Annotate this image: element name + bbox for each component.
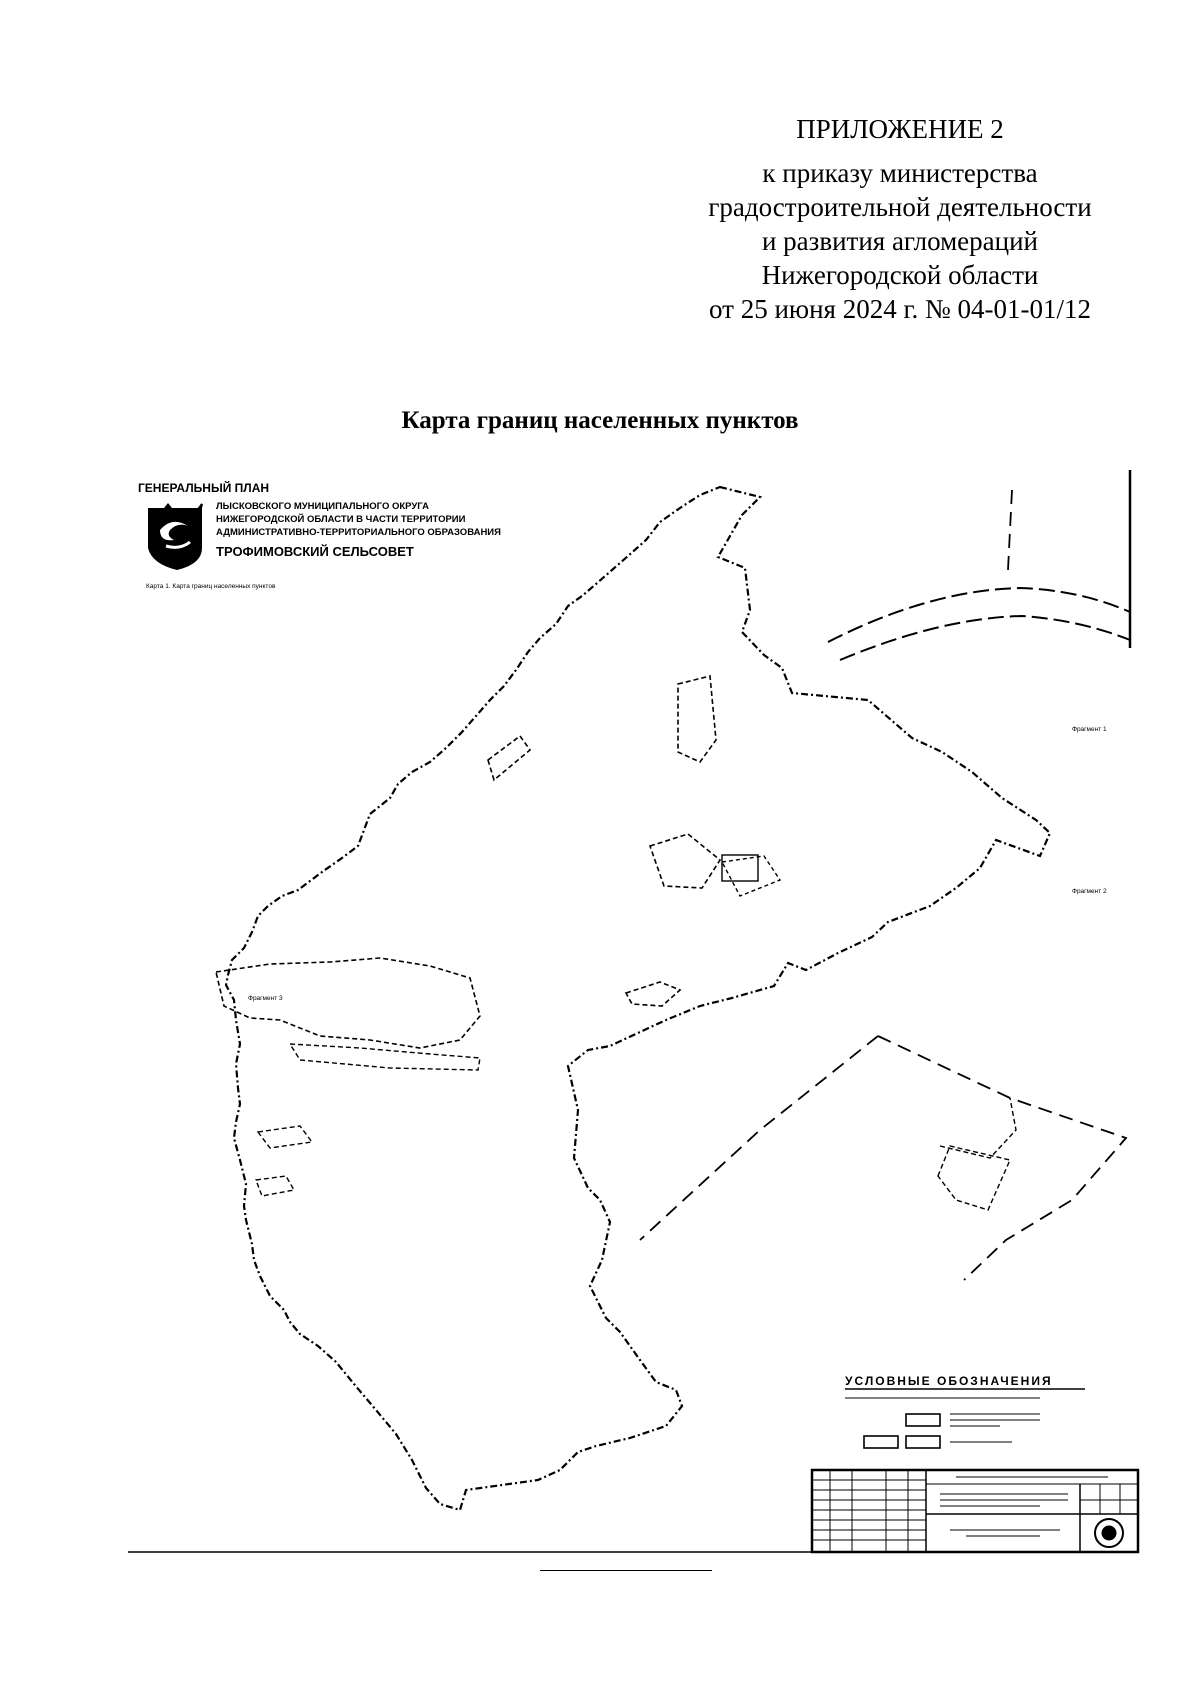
fragment-label: Фрагмент 1	[1072, 726, 1107, 733]
settlement-boundary	[258, 1126, 312, 1148]
neighbour-boundary	[940, 1098, 1016, 1158]
territory-boundary	[226, 487, 1050, 1510]
plan-line: ЛЫСКОВСКОГО МУНИЦИПАЛЬНОГО ОКРУГА	[216, 501, 429, 512]
coat-of-arms-icon	[148, 503, 202, 570]
settlement-boundary	[722, 856, 780, 896]
plan-name: ТРОФИМОВСКИЙ СЕЛЬСОВЕТ	[216, 544, 414, 559]
settlement-boundary	[650, 834, 720, 888]
plan-line: АДМИНИСТРАТИВНО-ТЕРРИТОРИАЛЬНОГО ОБРАЗОВАНИЯ	[216, 527, 501, 538]
settlement-boundary	[216, 958, 480, 1048]
fragment-label: Фрагмент 3	[248, 995, 283, 1002]
road-line	[828, 588, 1130, 642]
appendix-title: ПРИЛОЖЕНИЕ 2	[796, 114, 1004, 144]
settlement-boundary	[678, 676, 716, 762]
appendix-line: к приказу министерства	[762, 158, 1038, 188]
map-caption: Карта 1. Карта границ населенных пунктов	[146, 583, 276, 590]
plan-header: ГЕНЕРАЛЬНЫЙ ПЛАН	[138, 481, 270, 495]
settlement-boundary	[256, 1176, 294, 1196]
plan-line: НИЖЕГОРОДСКОЙ ОБЛАСТИ В ЧАСТИ ТЕРРИТОРИИ	[216, 514, 466, 525]
neighbour-boundary	[640, 1036, 878, 1240]
settlement-boundary	[290, 1044, 480, 1070]
settlement-boundary	[488, 736, 530, 780]
neighbour-boundary	[938, 1146, 1010, 1210]
appendix-line: и развития агломераций	[761, 226, 1038, 256]
appendix-line: от 25 июня 2024 г. № 04-01-01/12	[709, 294, 1091, 324]
title-block	[812, 1470, 1138, 1552]
road-line	[840, 616, 1130, 660]
appendix-line: градостроительной деятельности	[708, 192, 1092, 222]
legend-swatch	[906, 1436, 940, 1448]
legend-swatch	[864, 1436, 898, 1448]
map-title: Карта границ населенных пунктов	[401, 407, 799, 434]
road-line	[1008, 490, 1012, 570]
legend-swatch	[906, 1414, 940, 1426]
fragment-frame	[722, 855, 758, 881]
fragment-label: Фрагмент 2	[1072, 888, 1107, 895]
appendix-line: Нижегородской области	[761, 260, 1039, 290]
neighbour-boundary	[878, 1036, 1126, 1280]
footer-separator-line	[540, 1570, 712, 1571]
legend-title: УСЛОВНЫЕ ОБОЗНАЧЕНИЯ	[845, 1374, 1053, 1388]
settlement-boundary	[626, 982, 680, 1006]
